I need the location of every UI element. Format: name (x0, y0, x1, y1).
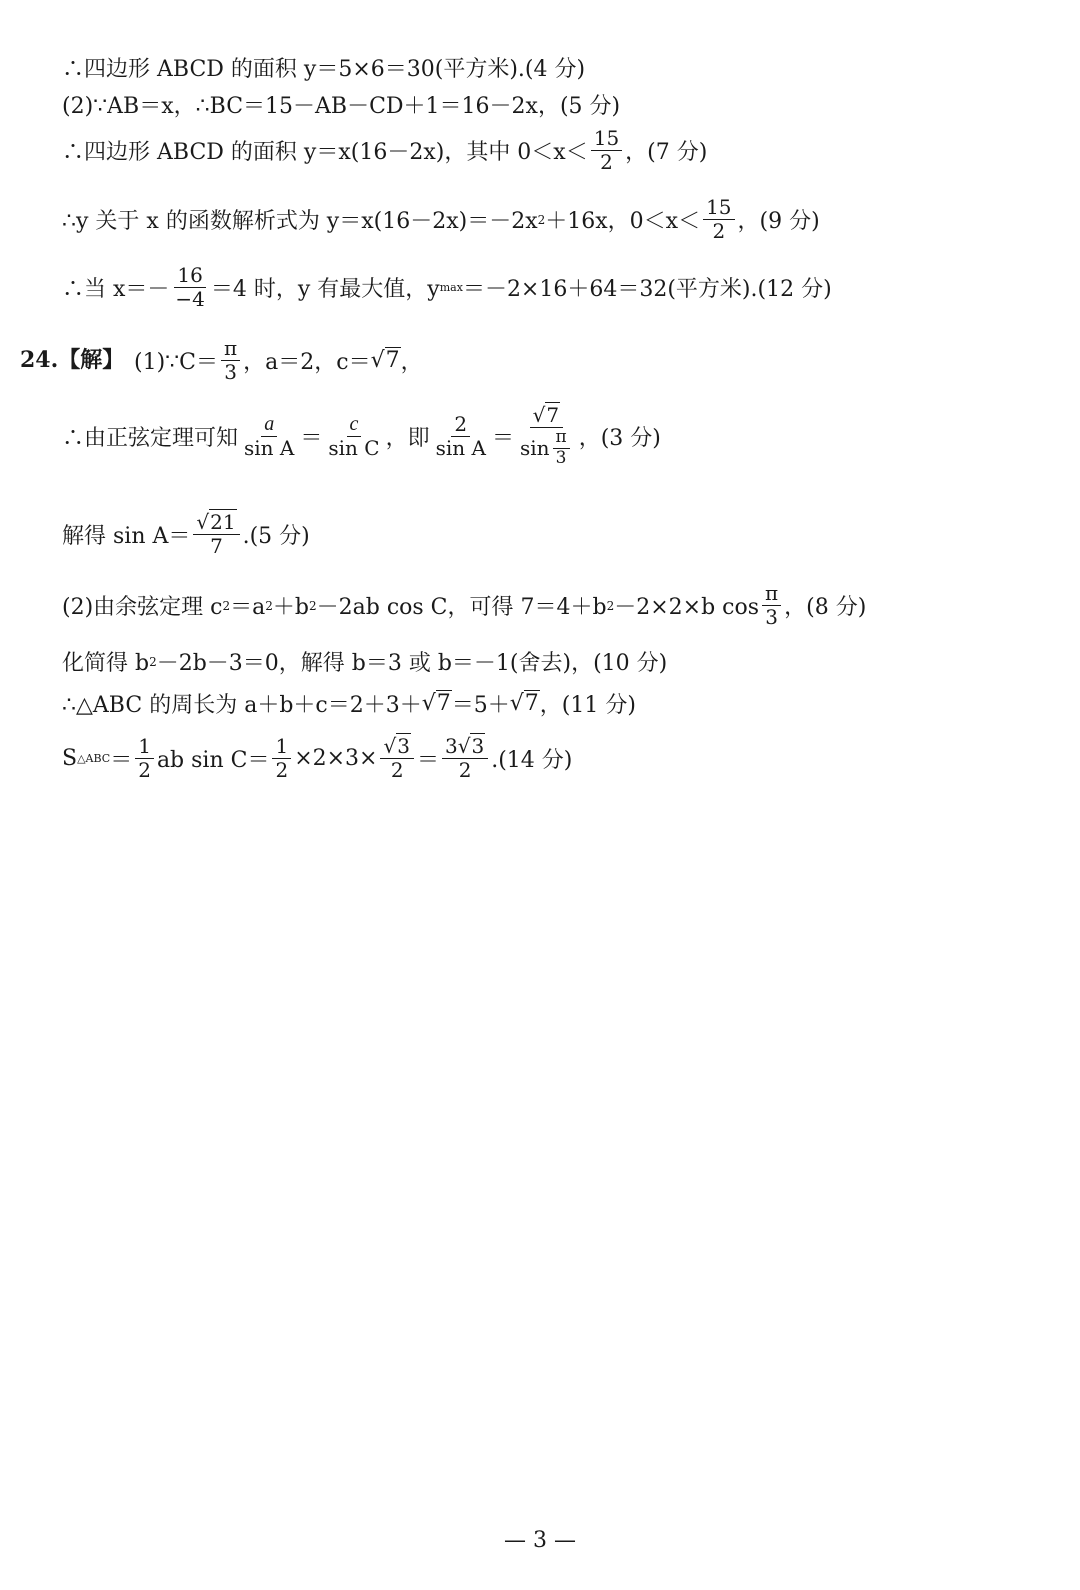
solution-line-area-30: ∴四边形 ABCD 的面积 y＝5×6＝30(平方米).(4 分) (62, 57, 586, 82)
fraction-sqrt21-over-7: $\frac{√21}{7}$ (193, 512, 239, 557)
q24-sinA-result: 解得 sin A＝ $\frac{√21}{7}$ .(5 分) (62, 510, 310, 558)
q24-simplify: 化简得 b 2 －2b－3＝0，解得 b＝3 或 b＝－1(舍去)，(10 分) (62, 651, 668, 676)
question-24-heading: 24.【解】 (20, 347, 125, 373)
solution-line-function: ∴y 关于 x 的函数解析式为 y＝x(16－2x)＝－2x 2 ＋16x，0＜x＜ $\frac{15}{2}$ ，(9 分) (62, 195, 820, 243)
q24-area: S △ABC ＝ $\frac{1}{2}$ ab sin C＝ $\frac{1}{2}$ ×2×3× $\frac{√3}{2}$ ＝ $\frac{3√3}{2}$ .(14 分) (62, 734, 573, 782)
fraction-3sqrt3-over-2: $\frac{3√3}{2}$ (442, 736, 488, 781)
sqrt-7: √7 (421, 691, 451, 716)
fraction-pi-over-3: $\frac{\pi}{3}$ (762, 583, 781, 628)
q24-sine-rule: ∴由正弦定理可知 $\frac{a}{\text{sin A}}$ ＝ $\frac{c}{\text{sin C}}$ ，即 $\frac{2}{\text{sin A}}$ ＝ √7 sin $\frac{\pi}{3}$ ，(3 分) (62, 403, 661, 468)
fraction-sqrt3-over-2: $\frac{√3}{2}$ (380, 736, 413, 781)
fraction-2-over-sinA: $\frac{2}{\text{sin A}}$ (435, 411, 486, 460)
fraction-sqrt7-over-sin-pi-3: √7 sin $\frac{\pi}{3}$ (517, 405, 576, 468)
q24-cosine-rule: (2)由余弦定理 c 2 ＝a 2 ＋b 2 －2ab cos C，可得 7＝4＋b 2 －2×2×b cos $\frac{\pi}{3}$ ，(8 分) (62, 581, 867, 629)
q24-given: (1)∵C＝ $\frac{\pi}{3}$ ，a＝2，c＝ √7 ， (134, 336, 423, 384)
fraction-a-over-sinA: $\frac{a}{\text{sin A}}$ (244, 413, 295, 461)
fraction-c-over-sinC: $\frac{c}{\text{sin C}}$ (328, 413, 380, 461)
solution-line-maximum: ∴当 x＝－ $\frac{16}{-4}$ ＝4 时，y 有最大值，y max ＝－2×16＋64＝32(平方米).(12 分) (62, 263, 832, 311)
sqrt-7: √7 (509, 691, 539, 716)
solution-line-bc: (2)∵AB＝x，∴BC＝15－AB－CD＋1＝16－2x，(5 分) (62, 94, 621, 119)
fraction-15-over-2: $\frac{15}{2}$ (703, 197, 734, 242)
sqrt-7: √7 (370, 348, 400, 373)
fraction-1-over-2: $\frac{1}{2}$ (272, 736, 291, 781)
fraction-pi-over-3: $\frac{\pi}{3}$ (221, 338, 240, 383)
fraction-16-over-minus4: $\frac{16}{-4}$ (175, 263, 205, 311)
fraction-15-over-2: $\frac{15}{2}$ (591, 128, 622, 173)
q24-perimeter: ∴△ABC 的周长为 a＋b＋c＝2＋3＋ √7 ＝5＋ √7 ，(11 分) (62, 691, 636, 718)
fraction-1-over-2: $\frac{1}{2}$ (135, 736, 154, 781)
page-number: — 3 — (504, 1528, 576, 1553)
solution-line-area-expression: ∴四边形 ABCD 的面积 y＝x(16－2x)，其中 0＜x＜ $\frac{15}{2}$ ，(7 分) (62, 126, 708, 174)
